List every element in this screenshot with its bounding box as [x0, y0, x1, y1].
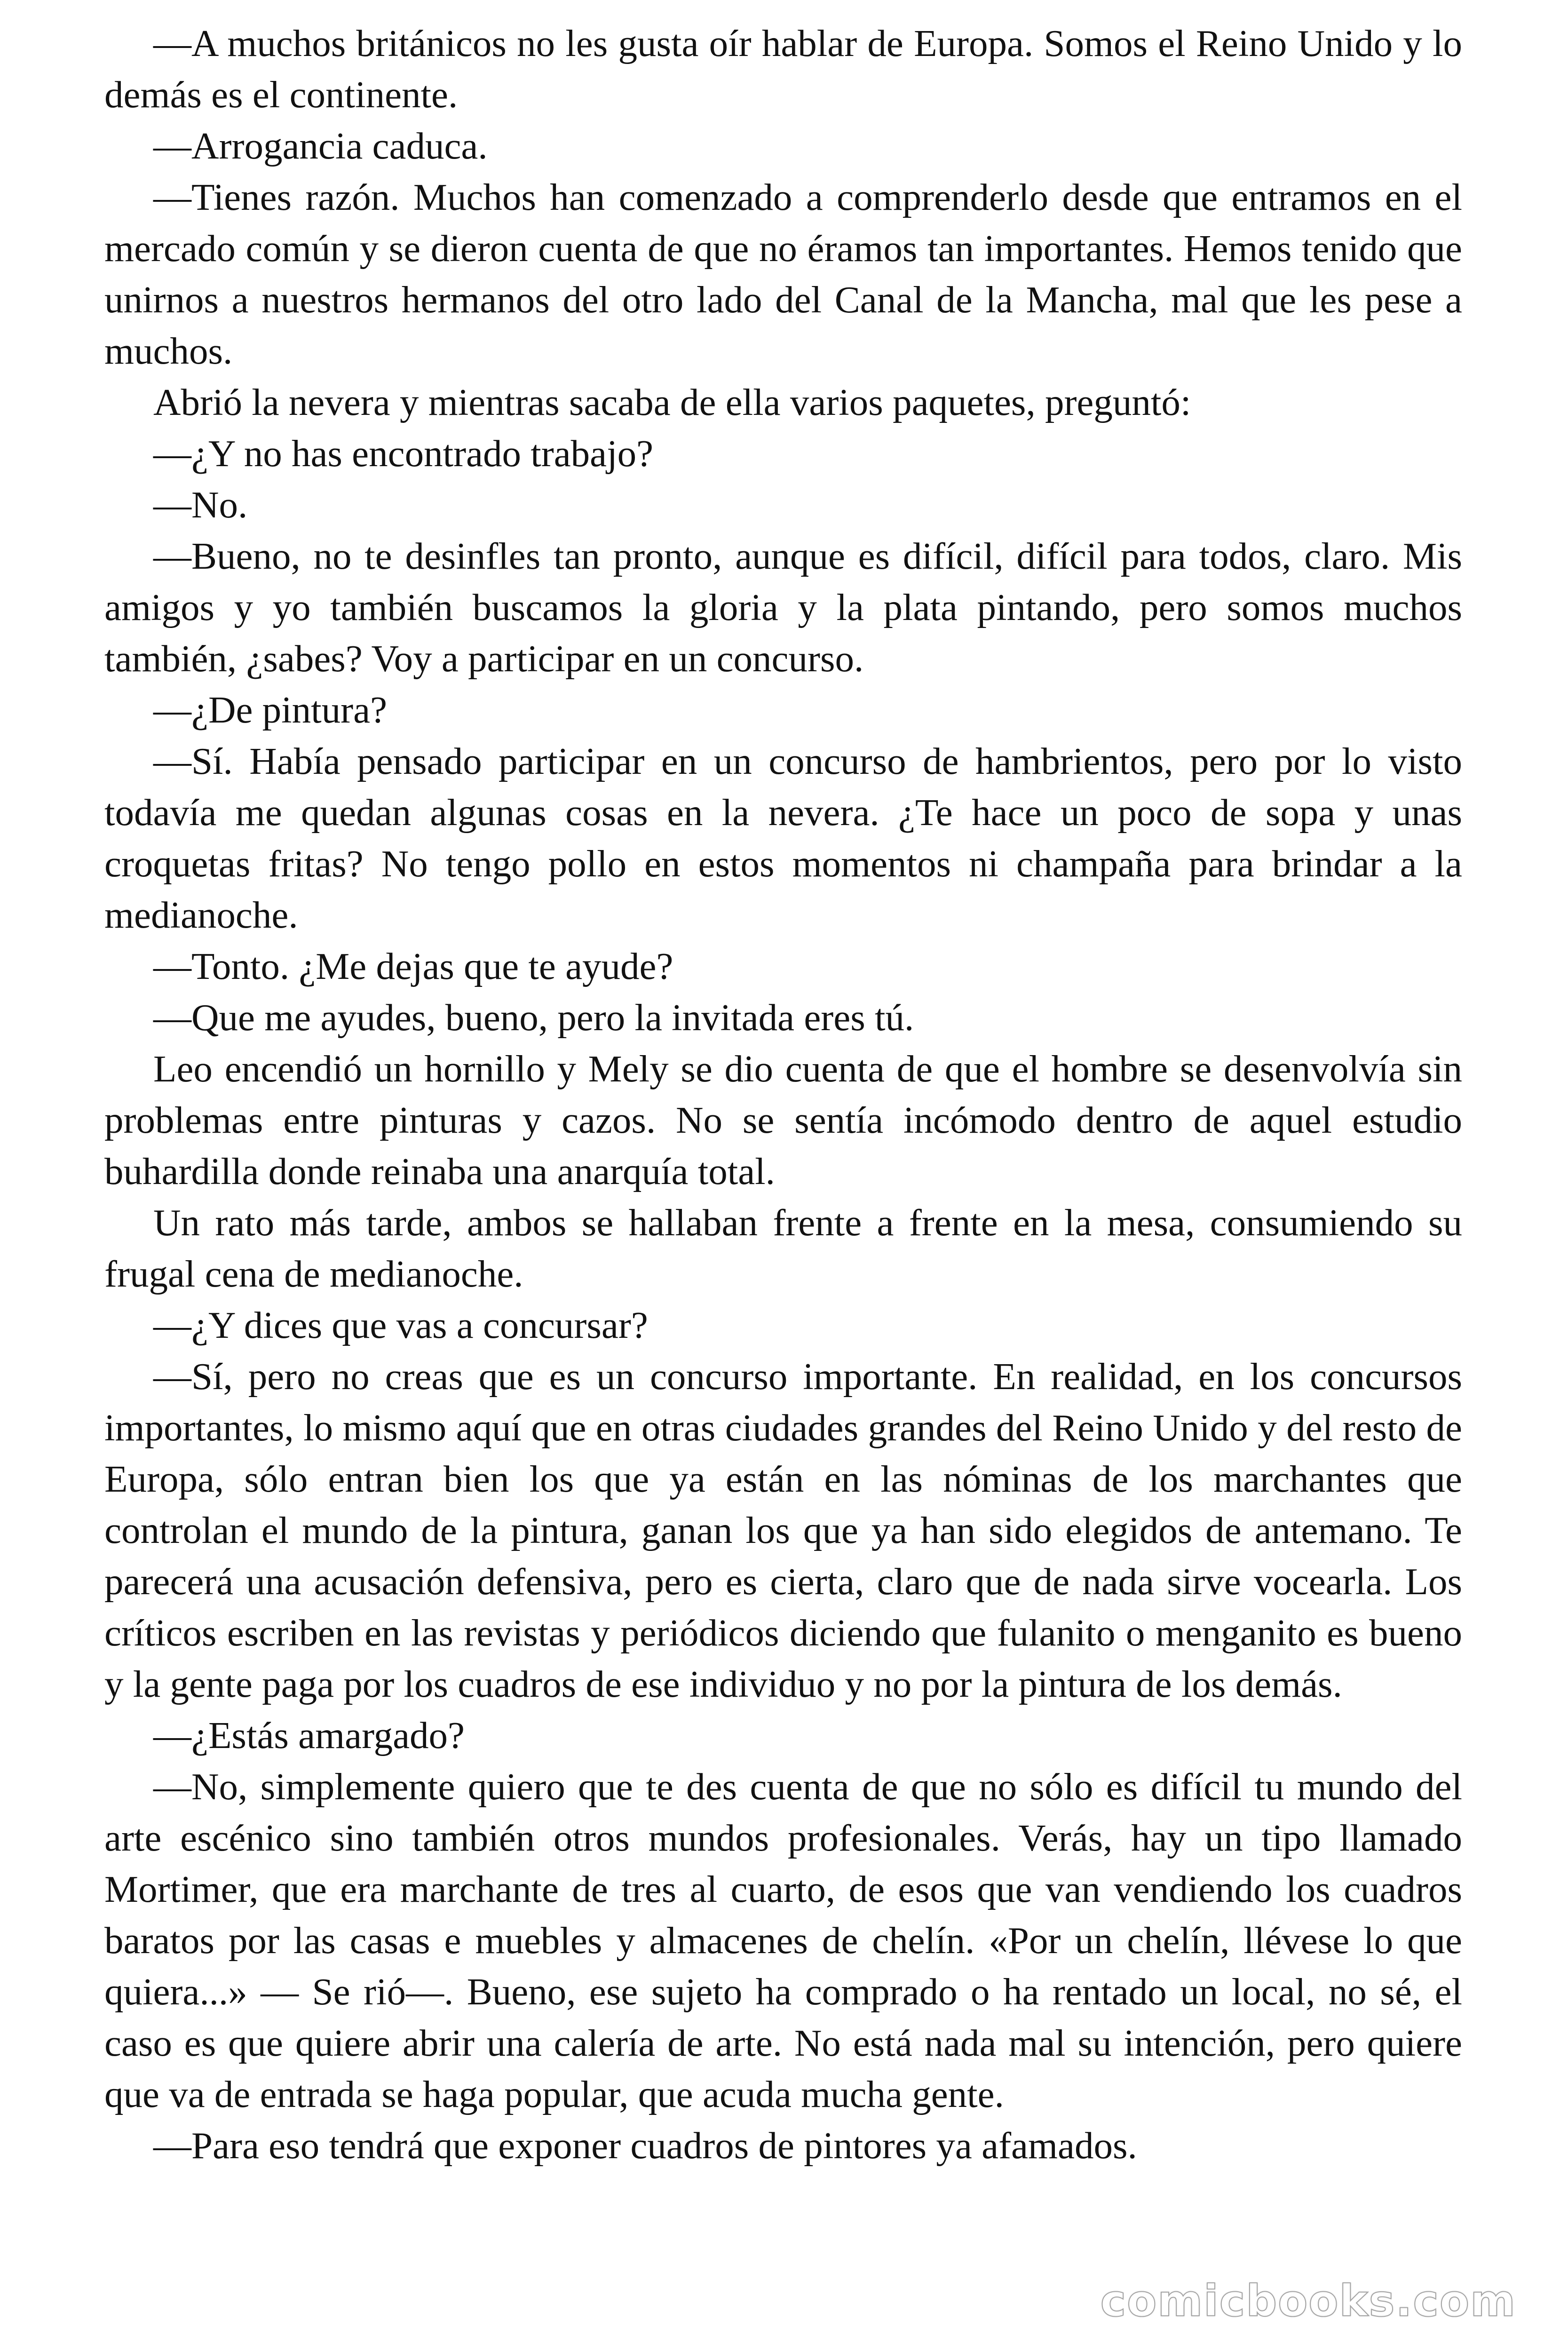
paragraph: —Arrogancia caduca. — [153, 125, 488, 167]
paragraph: —No. — [153, 484, 248, 526]
paragraph: —¿De pintura? — [153, 689, 388, 731]
paragraph: —Tienes razón. Muchos han comenzado a comprenderlo desde que entramos en el mercado común y se dieron cuenta de que no éramos tan importantes. Hemos tenido que unirnos a nuestros hermanos del otro lado del Canal de la Mancha, mal que les pese a muchos. — [104, 176, 1462, 372]
paragraph: —Sí. Había pensado participar en un concurso de hambrientos, pero por lo visto todavía me quedan algunas cosas en la nevera. ¿Te hace un poco de sopa y unas croquetas fritas? No tengo pollo en estos momentos ni champaña para brindar a la medianoche. — [104, 740, 1462, 936]
watermark-text: comicbooks.com — [1100, 2276, 1516, 2326]
paragraph: Un rato más tarde, ambos se hallaban frente a frente en la mesa, consumiendo su frugal cena de medianoche. — [104, 1201, 1462, 1295]
paragraph: —¿Y no has encontrado trabajo? — [153, 432, 654, 475]
paragraph: —Sí, pero no creas que es un concurso importante. En realidad, en los concursos importantes, lo mismo aquí que en otras ciudades grandes del Reino Unido y del resto de Europa, sólo entran bien los que ya están en las nóminas de los marchantes que controlan el mundo de la pintura, ganan los que ya han sido elegidos de antemano. Te parecerá una acusación defensiva, pero es cierta, claro que de nada sirve vocearla. Los críticos escriben en las revistas y periódicos diciendo que fulanito o menganito es bueno y la gente paga por los cuadros de ese individuo y no por la pintura de los demás. — [104, 1355, 1462, 1705]
paragraph: —Tonto. ¿Me dejas que te ayude? — [153, 945, 673, 987]
paragraph: —¿Y dices que vas a concursar? — [153, 1304, 648, 1346]
paragraph: —Que me ayudes, bueno, pero la invitada eres tú. — [153, 996, 914, 1039]
paragraph: —Para eso tendrá que exponer cuadros de pintores ya afamados. — [153, 2124, 1137, 2167]
paragraph: —Bueno, no te desinfles tan pronto, aunque es difícil, difícil para todos, claro. Mis amigos y yo también buscamos la gloria y la plata pintando, pero somos muchos también, ¿sabes? Voy a participar en un concurso. — [104, 535, 1462, 680]
paragraph: Abrió la nevera y mientras sacaba de ella varios paquetes, preguntó: — [153, 381, 1191, 423]
paragraph: —¿Estás amargado? — [153, 1714, 465, 1756]
body-text — [104, 18, 1462, 2171]
paragraph: —A muchos británicos no les gusta oír hablar de Europa. Somos el Reino Unido y lo demás es el continente. — [104, 22, 1462, 116]
paragraph: —No, simplemente quiero que te des cuenta de que no sólo es difícil tu mundo del arte escénico sino también otros mundos profesionales. Verás, hay un tipo llamado Mortimer, que era marchante de tres al cuarto, de esos que van vendiendo los cuadros baratos por las casas e muebles y almacenes de chelín. «Por un chelín, llévese lo que quiera...» — Se rió—. Bueno, ese sujeto ha comprado o ha rentado un local, no sé, el caso es que quiere abrir una calería de arte. No está nada mal su intención, pero quiere que va de entrada se haga popular, que acuda mucha gente. — [104, 1765, 1462, 2115]
paragraph: Leo encendió un hornillo y Mely se dio cuenta de que el hombre se desenvolvía sin problemas entre pinturas y cazos. No se sentía incómodo dentro de aquel estudio buhardilla donde reinaba una anarquía total. — [104, 1048, 1462, 1192]
